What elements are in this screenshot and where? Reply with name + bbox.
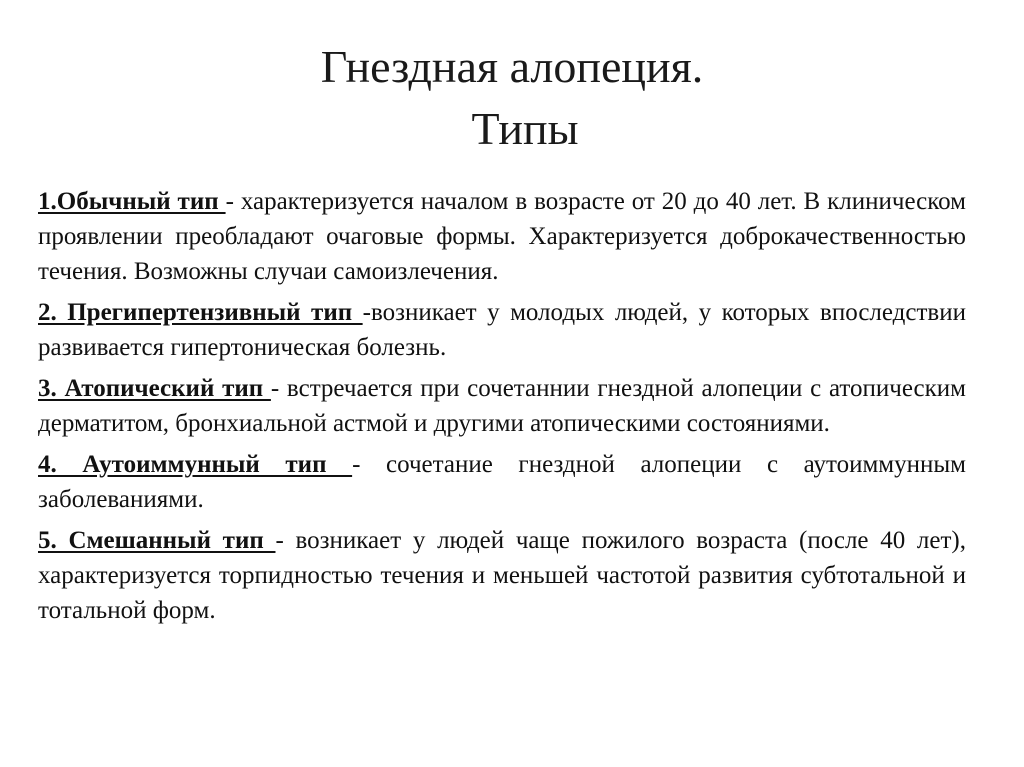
title-line-2: Типы bbox=[471, 103, 579, 154]
item-term: 1.Обычный тип bbox=[38, 188, 226, 215]
types-list bbox=[38, 184, 966, 634]
item-description: -возникает у молодых людей, у которых впоследствии развивается гипертоническая болезнь. bbox=[38, 299, 966, 361]
item-description: - сочетание гнездной алопеции с аутоиммунным заболеваниями. bbox=[38, 451, 966, 513]
item-description: - встречается при сочетаннии гнездной алопеции с атопическим дерматитом, бронхиальной астмой и другими атопическими состояниями. bbox=[38, 375, 966, 437]
item-description: - возникает у людей чаще пожилого возраста (после 40 лет), характеризуется торпидностью течения и меньшей частотой развития субтотальной и тотальной форм. bbox=[38, 527, 967, 624]
slide-title bbox=[0, 36, 1024, 160]
list-item-autoimmune-type bbox=[38, 447, 966, 517]
list-item-mixed-type bbox=[38, 523, 966, 628]
item-term: 5. Смешанный тип bbox=[38, 527, 276, 554]
item-description: - характеризуется началом в возрасте от 20 до 40 лет. В клиническом проявлении преобладают очаговые формы. Характеризуется доброкачественностью течения. Возможны случаи самоизлечения. bbox=[38, 188, 966, 285]
list-item-atopic-type bbox=[38, 371, 966, 441]
item-term: 3. Атопический тип bbox=[38, 375, 271, 402]
title-line-1: Гнездная алопеция. bbox=[320, 41, 704, 92]
item-term: 2. Прегипертензивный тип bbox=[38, 299, 363, 326]
list-item-ordinary-type bbox=[38, 184, 966, 289]
list-item-prehypertensive-type bbox=[38, 295, 966, 365]
item-term: 4. Аутоиммунный тип bbox=[38, 451, 353, 478]
